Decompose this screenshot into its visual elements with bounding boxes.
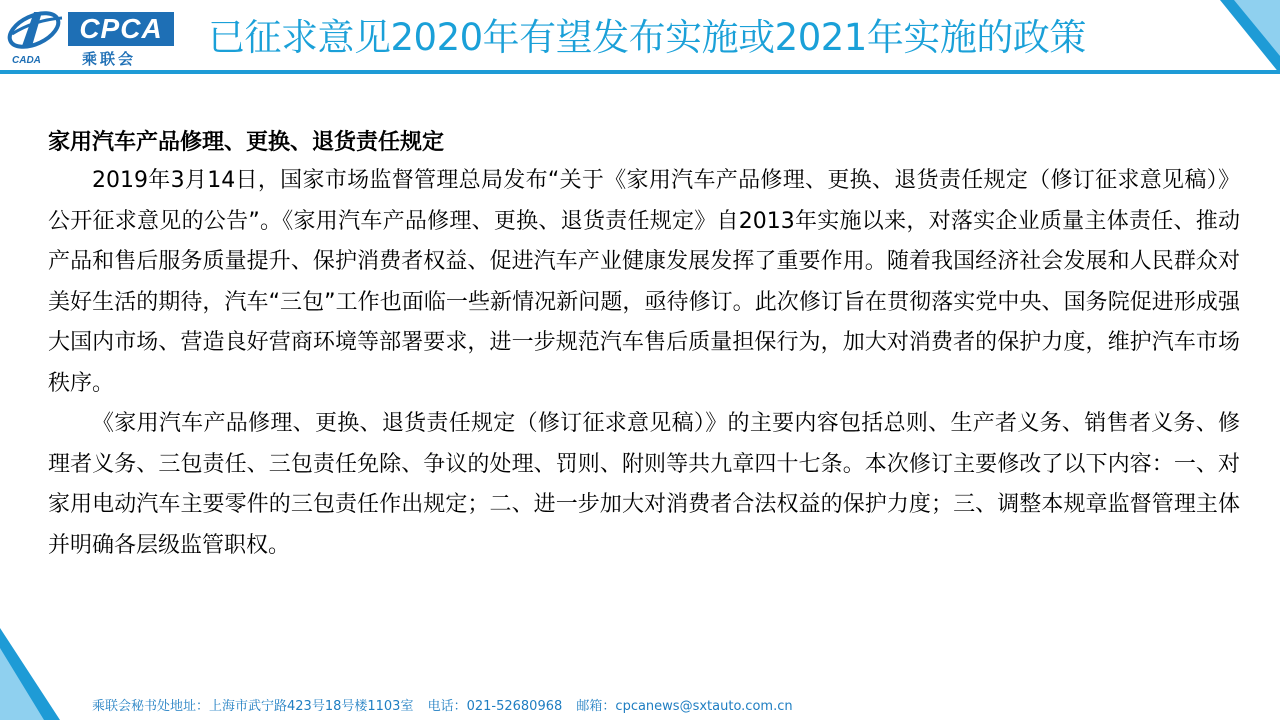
footer — [92, 695, 803, 714]
footer-address: 乘联会秘书处地址：上海市武宁路423号18号楼1103室 — [92, 699, 414, 714]
paragraph-1: 2019年3月14日，国家市场监督管理总局发布“关于《家用汽车产品修理、更换、退货责任规定（修订征求意见稿）》公开征求意见的公告”。《家用汽车产品修理、更换、退货责任规定》自2013年实施以来，对落实企业质量主体责任、推动产品和售后服务质量提升、保护消费者权益、促进汽车产业健康发展发挥了重要作用。随着我国经济社会发展和人民群众对美好生活的期待，汽车“三包”工作也面临一些新情况新问题，亟待修订。此次修订旨在贯彻落实党中央、国务院促进形成强大国内市场、营造良好营商环境等部署要求，进一步规范汽车售后质量担保行为，加大对消费者的保护力度，维护汽车市场秩序。 — [48, 168, 1240, 396]
logo-main-text: CPCA — [68, 12, 174, 46]
header-divider — [0, 70, 1280, 74]
footer-email[interactable]: 邮箱：cpcanews@sxtauto.com.cn — [576, 699, 793, 714]
page-title: 已征求意见2020年有望发布实施或2021年实施的政策 — [208, 16, 1086, 59]
section-heading: 家用汽车产品修理、更换、退货责任规定 — [48, 130, 445, 155]
header — [0, 0, 1280, 70]
paragraph-2: 《家用汽车产品修理、更换、退货责任规定（修订征求意见稿）》的主要内容包括总则、生产者义务、销售者义务、修理者义务、三包责任、三包责任免除、争议的处理、罚则、附则等共九章四十七条。本次修订主要修改了以下内容：一、对家用电动汽车主要零件的三包责任作出规定；二、进一步加大对消费者合法权益的保护力度；三、调整本规章监督管理主体并明确各层级监管职权。 — [48, 411, 1240, 558]
corner-decoration-bottom-left — [0, 628, 60, 720]
swoosh-icon — [4, 6, 68, 58]
logo-cada-text: CADA — [12, 55, 41, 66]
cpca-logo — [4, 6, 184, 68]
corner-decoration-top-right — [1220, 0, 1280, 74]
logo-sub-text: 乘联会 — [82, 50, 137, 68]
content — [48, 125, 1240, 566]
footer-phone: 电话：021-52680968 — [427, 699, 563, 714]
